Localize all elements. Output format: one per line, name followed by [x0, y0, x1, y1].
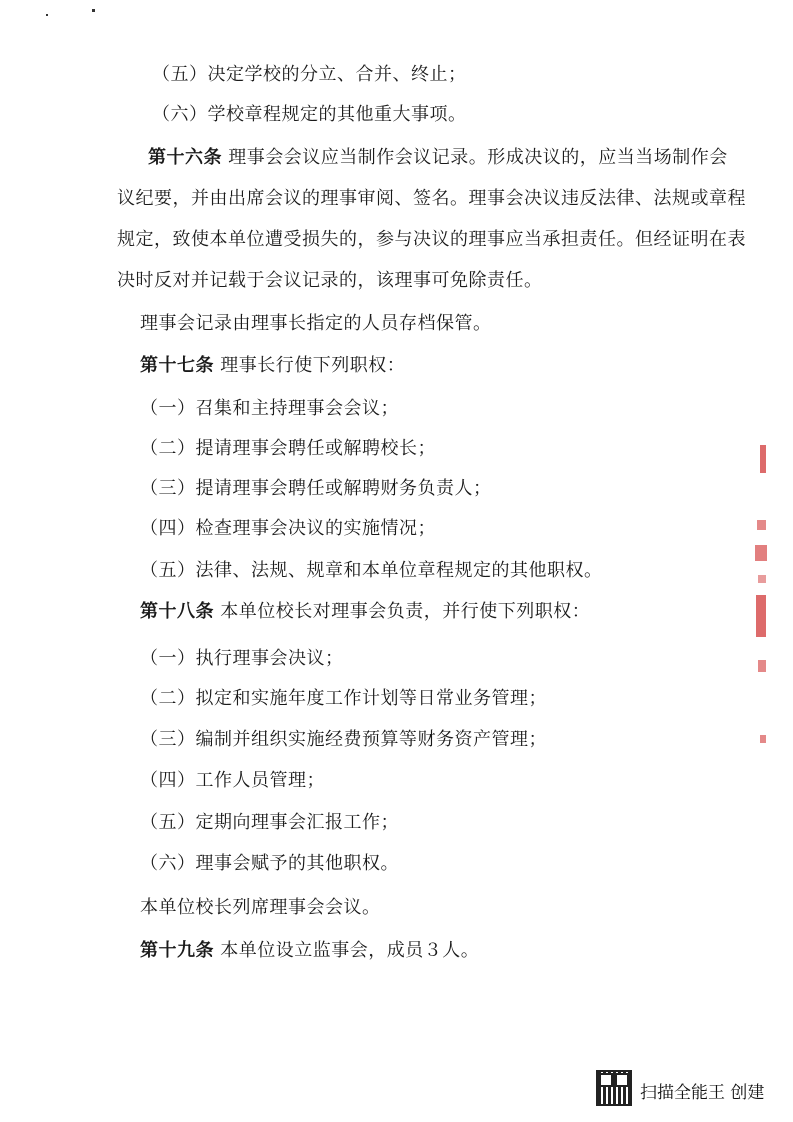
article-18-item-2: （二）拟定和实施年度工作计划等日常业务管理； — [140, 688, 547, 709]
article-16-line-3: 规定，致使本单位遭受损失的，参与决议的理事应当承担责任。但经证明在表 — [117, 229, 746, 250]
article-18-item-3: （三）编制并组织实施经费预算等财务资产管理； — [140, 729, 547, 750]
article-19-text: 本单位设立监事会，成员３人。 — [220, 940, 480, 961]
article-18-item-4: （四）工作人员管理； — [140, 770, 325, 791]
seal-edge-mark — [758, 575, 766, 583]
article-17-item-5: （五）法律、法规、规章和本单位章程规定的其他职权。 — [140, 560, 603, 581]
seal-edge-mark — [756, 595, 766, 637]
scan-speck — [46, 14, 48, 16]
seal-edge-mark — [760, 445, 766, 473]
record-keeping-line: 理事会记录由理事长指定的人员存档保管。 — [140, 313, 492, 334]
article-16-text: 理事会会议应当制作会议记录。形成决议的，应当当场制作会 — [228, 147, 728, 168]
seal-edge-mark — [758, 660, 766, 672]
seal-edge-mark — [760, 735, 766, 743]
article-19-heading: 第十九条 — [140, 940, 214, 961]
article-19-line — [140, 940, 479, 962]
article-17-item-4: （四）检查理事会决议的实施情况； — [140, 518, 436, 539]
article-17-heading: 第十七条 — [140, 355, 214, 376]
article-18-text: 本单位校长对理事会负责，并行使下列职权： — [220, 601, 591, 622]
article-18-item-6: （六）理事会赋予的其他职权。 — [140, 853, 399, 874]
article-17-text: 理事长行使下列职权： — [220, 355, 406, 376]
article-18-item-5: （五）定期向理事会汇报工作； — [140, 812, 399, 833]
article-18-line — [140, 601, 590, 623]
article-18-item-1: （一）执行理事会决议； — [140, 648, 344, 669]
scanner-watermark — [596, 1070, 776, 1110]
qr-code-icon — [596, 1070, 632, 1106]
seal-edge-mark — [755, 545, 767, 561]
article-16-line-4: 决时反对并记载于会议记录的，该理事可免除责任。 — [117, 270, 543, 291]
article-17-line — [140, 355, 405, 377]
seal-edge-mark — [757, 520, 766, 530]
article-16-line — [148, 147, 728, 169]
article-16-line-2: 议纪要，并由出席会议的理事审阅、签名。理事会决议违反法律、法规或章程 — [117, 188, 746, 209]
article-17-item-3: （三）提请理事会聘任或解聘财务负责人； — [140, 478, 492, 499]
article-18-heading: 第十八条 — [140, 601, 214, 622]
line-item-6: （六）学校章程规定的其他重大事项。 — [152, 104, 467, 125]
watermark-label: 扫描全能王 创建 — [640, 1083, 765, 1103]
article-16-heading: 第十六条 — [148, 147, 222, 168]
article-17-item-2: （二）提请理事会聘任或解聘校长； — [140, 438, 436, 459]
article-17-item-1: （一）召集和主持理事会会议； — [140, 398, 399, 419]
line-item-5: （五）决定学校的分立、合并、终止； — [152, 64, 467, 85]
principal-attendance-line: 本单位校长列席理事会会议。 — [140, 897, 381, 918]
scan-speck — [92, 9, 95, 12]
